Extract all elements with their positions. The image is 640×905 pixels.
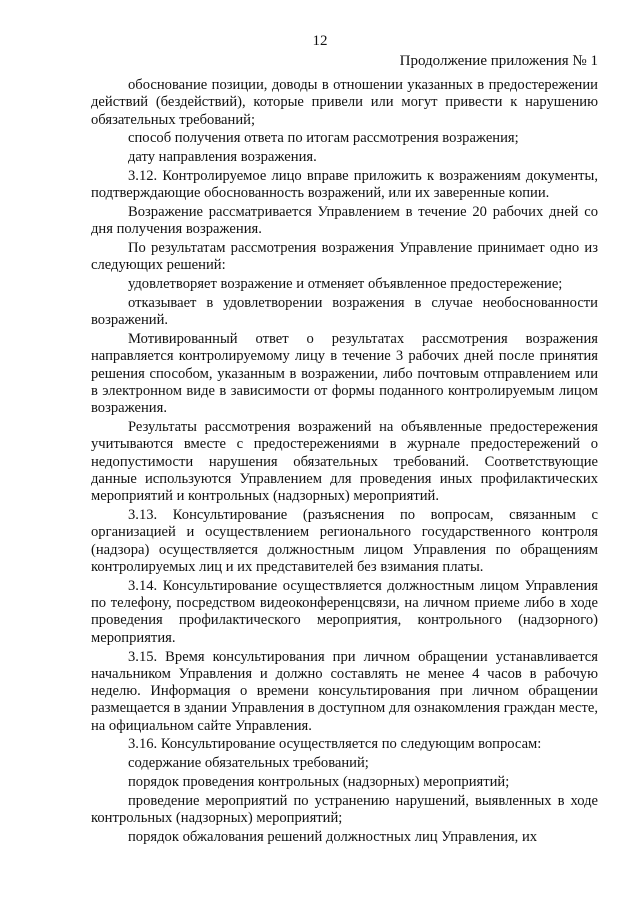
page-number: 12 [312,33,328,49]
document-body [91,77,598,848]
paragraph: проведение мероприятий по устранению нарушений, выявленных в ходе контрольных (надзорных) мероприятий; [91,792,598,827]
paragraph: Возражение рассматривается Управлением в течение 20 рабочих дней со дня получения возражения. [91,204,598,238]
paragraph: содержание обязательных требований; [128,755,369,772]
paragraph-3-14: 3.14. Консультирование осуществляется должностным лицом Управления по телефону, посредством видеоконференцсвязи, на личном приеме либо в ходе проведения профилактического мероприятия, контрольного (надзорного) мероприятия. [91,577,598,646]
paragraph-3-13: 3.13. Консультирование (разъяснения по вопросам, связанным с организацией и осуществлением регионального государственного контроля (надзора) осуществляется должностным лицом Управления по обращениям контролируемых лиц и их представителей без взимания платы. [91,507,598,576]
paragraph-3-15: 3.15. Время консультирования при личном обращении устанавливается начальником Управления и должно составлять не менее 4 часов в рабочую неделю. Информация о времени консультирования при личном обращении размещается в здании Управления в доступном для ознакомления граждан месте, на официальном сайте Управления. [91,648,598,734]
paragraph: порядок обжалования решений должностных лиц Управления, их [128,828,538,845]
paragraph: удовлетворяет возражение и отменяет объявленное предостережение; [128,276,563,293]
paragraph: отказывает в удовлетворении возражения в случае необоснованности возражений. [91,295,598,329]
paragraph: дату направления возражения. [128,149,317,166]
appendix-continuation-note: Продолжение приложения № 1 [399,53,598,69]
paragraph: обоснование позиции, доводы в отношении указанных в предостережении действий (бездействий), которые привели или могут привести к нарушению обязательных требований; [91,77,598,128]
paragraph-3-12: 3.12. Контролируемое лицо вправе приложить к возражениям документы, подтверждающие обоснованность возражений, или их заверенные копии. [91,167,598,202]
paragraph: По результатам рассмотрения возражения Управление принимает одно из следующих решений: [91,240,598,274]
paragraph: способ получения ответа по итогам рассмотрения возражения; [128,130,519,147]
paragraph: порядок проведения контрольных (надзорных) мероприятий; [128,774,510,791]
paragraph-3-16: 3.16. Консультирование осуществляется по следующим вопросам: [128,736,542,753]
paragraph: Результаты рассмотрения возражений на объявленные предостережения учитываются вместе с предостережениями в журнале предостережений о недопустимости нарушения обязательных требований. Соответствующие данные используются Управлением для проведения иных профилактических мероприятий и контрольных (надзорных) мероприятий. [91,419,598,505]
paragraph: Мотивированный ответ о результатах рассмотрения возражения направляется контролируемому лицу в течение 3 рабочих дней после принятия решения способом, указанным в возражении, либо почтовым отправлением или в электронном виде в зависимости от формы поданного контролируемым лицом возражения. [91,331,598,417]
